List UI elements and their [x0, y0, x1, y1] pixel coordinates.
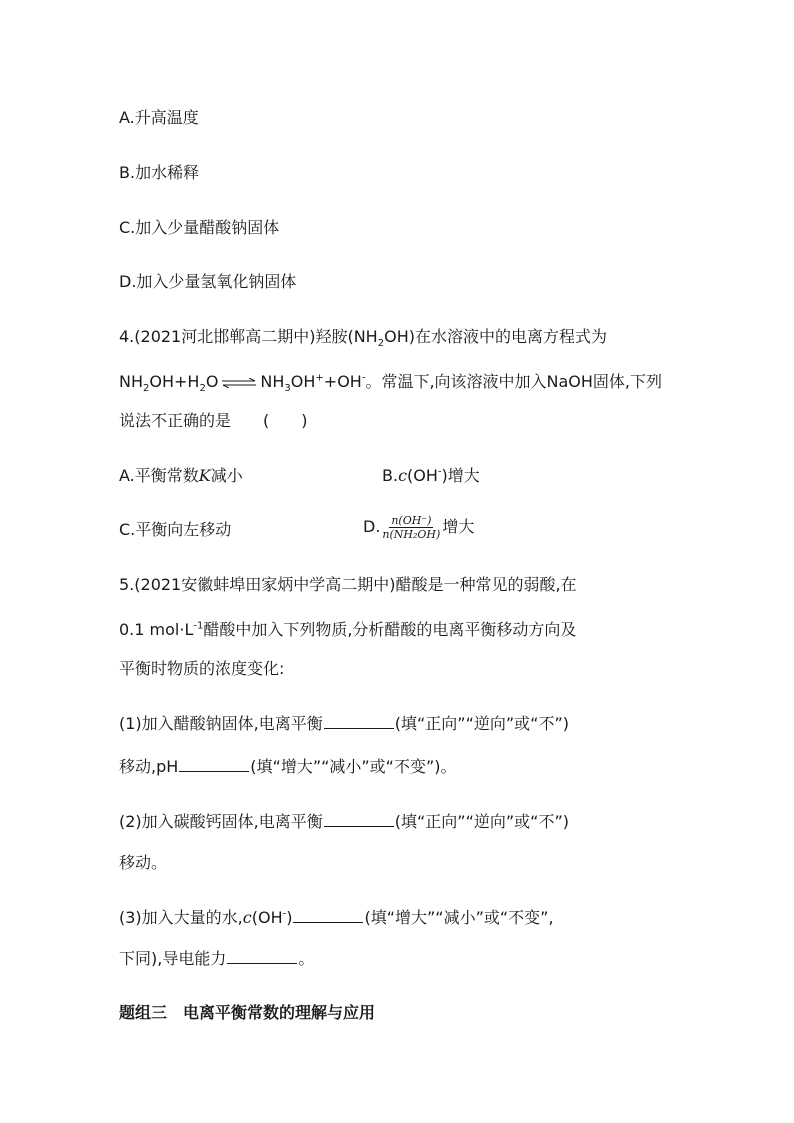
option-c: C.加入少量醋酸钠固体 [119, 218, 280, 237]
q4-line1 [119, 326, 607, 348]
q5-p1-d: (填“增大”“减小”或“不变”)。 [250, 757, 457, 776]
q5-line2-post: 醋酸中加入下列物质,分析醋酸的电离平衡移动方向及 [203, 620, 577, 639]
q5-line2-sup: -1 [193, 620, 204, 632]
q5-line1: 5.(2021安徽蚌埠田家炳中学高二期中)醋酸是一种常见的弱酸,在 [119, 575, 577, 594]
blank-4[interactable] [293, 908, 363, 923]
blank-2[interactable] [179, 757, 249, 772]
option-d: D.加入少量氢氧化钠固体 [119, 272, 297, 291]
q4-opt-a-k: K [198, 466, 211, 485]
q5-p2-a: (2)加入碳酸钙固体,电离平衡 [119, 812, 323, 831]
q5-p3-c: c [242, 908, 252, 927]
q5-p1-a: (1)加入醋酸钠固体,电离平衡 [119, 714, 323, 733]
q4-opt-d-num: n(OH⁻) [391, 514, 432, 527]
option-a: A.升高温度 [119, 108, 199, 127]
q4-option-b [382, 465, 480, 487]
q4-intro-rest: OH)在水溶液中的电离方程式为 [384, 327, 607, 346]
q4-opt-b-post: )增大 [441, 466, 480, 485]
q5-part3-line1 [119, 907, 554, 929]
q5-p3-sup: - [282, 908, 287, 920]
q5-part2-line2: 移动。 [119, 853, 168, 872]
q5-p3-close: ) [286, 908, 293, 927]
q5-p3-e: 。 [298, 949, 315, 968]
q4-opt-b-pre: B. [382, 466, 399, 485]
q5-line2 [119, 619, 576, 641]
section-heading: 题组三 电离平衡常数的理解与应用 [119, 1003, 376, 1022]
q4-opt-b-sup: - [437, 466, 442, 478]
blank-1[interactable] [324, 714, 394, 729]
eq-oh: OH [290, 372, 316, 391]
q4-line3: 说法不正确的是 ( ) [119, 411, 308, 430]
eq-oh-h: OH+H [149, 372, 200, 391]
q5-p3-d: 下同),导电能力 [119, 949, 227, 968]
q5-part1-line2 [119, 756, 457, 778]
q4-intro-sub: 2 [377, 338, 385, 350]
q5-p3-oh: (OH [251, 908, 283, 927]
eq-o: O [205, 372, 219, 391]
eq-sub1: 2 [143, 383, 150, 395]
eq-sub2: 2 [199, 383, 206, 395]
q4-option-a [119, 465, 243, 487]
eq-plus-oh: +OH [323, 372, 362, 391]
q4-opt-b-c: c [398, 466, 408, 485]
eq-sub3: 3 [284, 383, 291, 395]
eq-sup1: + [315, 372, 324, 384]
q5-part3-line2 [119, 948, 314, 970]
q4-opt-d-fraction [380, 514, 442, 541]
q5-p3-b: (填“增大”“减小”或“不变”, [364, 908, 554, 927]
q4-opt-a-pre: A.平衡常数 [119, 466, 199, 485]
q4-equation-line [119, 371, 662, 393]
q5-part2-line1 [119, 811, 569, 833]
q4-opt-d-post: 增大 [442, 517, 475, 536]
q5-p1-b: (填“正向”“逆向”或“不”) [394, 714, 569, 733]
q5-line2-pre: 0.1 mol·L [119, 620, 194, 639]
option-b: B.加水稀释 [119, 163, 200, 182]
q5-part1-line1 [119, 713, 569, 735]
q4-intro: 4.(2021河北邯郸高二期中)羟胺(NH [119, 327, 378, 346]
equilibrium-arrow-icon [222, 378, 256, 388]
q4-opt-d-pre: D. [363, 517, 381, 536]
q4-option-d [363, 512, 474, 542]
eq-nh3: NH [260, 372, 285, 391]
q4-opt-a-post: 减小 [210, 466, 243, 485]
blank-5[interactable] [227, 949, 297, 964]
eq-tail: 。常温下,向该溶液中加入NaOH固体,下列 [365, 372, 663, 391]
q4-opt-d-den: n(NH₂OH) [382, 528, 441, 541]
q5-p2-b: (填“正向”“逆向”或“不”) [394, 812, 569, 831]
blank-3[interactable] [324, 812, 394, 827]
q5-p1-c: 移动,pH [119, 757, 179, 776]
eq-nh2: NH [119, 372, 143, 391]
q5-p3-a: (3)加入大量的水, [119, 908, 243, 927]
q4-opt-b-mid: (OH [407, 466, 438, 485]
eq-sup2: - [361, 372, 366, 384]
q4-option-c: C.平衡向左移动 [119, 520, 232, 539]
q5-line3: 平衡时物质的浓度变化: [119, 659, 285, 678]
